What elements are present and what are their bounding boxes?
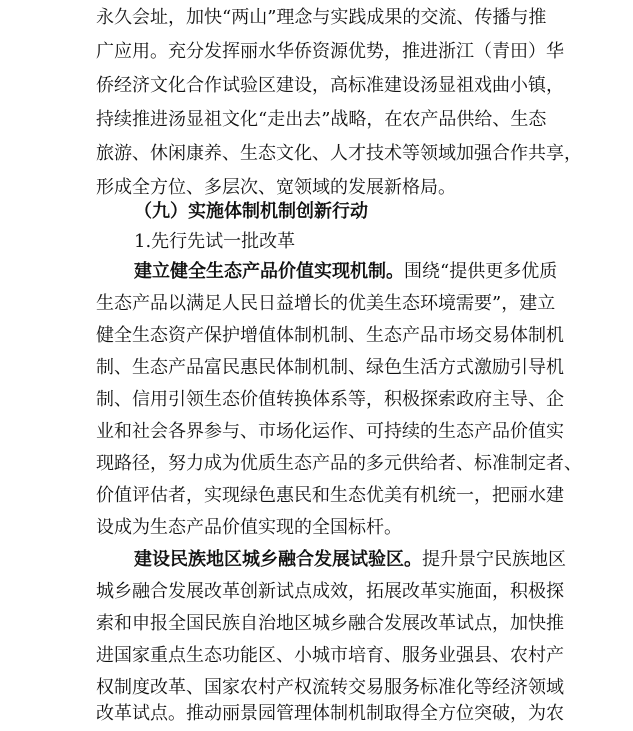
body-text-line: 持续推进汤显祖文化“走出去”战略，在农产品供给、生态: [96, 109, 547, 130]
body-text-line: 索和申报全国民族自治地区城乡融合发展改革试点，加快推: [96, 613, 564, 634]
body-text-line: 业和社会各界参与、市场化运作、可持续的生态产品价值实: [96, 421, 564, 442]
body-text-line: 现路径，努力成为优质生态产品的多元供给者、标准制定者、: [96, 453, 582, 474]
body-text-line: 设成为生态产品价值实现的全国标杆。: [96, 517, 402, 538]
paragraph-first-line-rest: 围绕“提供更多优质: [404, 261, 558, 282]
body-text-line: 形成全方位、多层次、宽领域的发展新格局。: [96, 177, 456, 198]
body-text-line: 改革试点。推动丽景园管理体制机制取得全方位突破，为农: [96, 703, 564, 724]
body-text-line: 制、信用引领生态价值转换体系等，积极探索政府主导、企: [96, 389, 564, 410]
body-text-line: 健全生态资产保护增值体制机制、生态产品市场交易体制机: [96, 325, 564, 346]
body-text-line: 永久会址，加快“两山”理念与实践成果的交流、传播与推: [96, 7, 547, 28]
body-text-line: 权制度改革、国家农村产权流转交易服务标准化等经济领域: [96, 677, 564, 698]
body-text-line: 制、生态产品富民惠民体制机制、绿色生活方式激励引导机: [96, 357, 564, 378]
body-text-line: 侨经济文化合作试验区建设，高标准建设汤显祖戏曲小镇，: [96, 75, 564, 96]
paragraph-lead-phrase: 建设民族地区城乡融合发展试验区。: [134, 549, 422, 570]
section-heading: （九）实施体制机制创新行动: [134, 201, 368, 222]
body-text-line: 城乡融合发展改革创新试点成效，拓展改革实施面，积极探: [96, 581, 564, 602]
paragraph-first-line: [134, 255, 558, 289]
body-text-line: 生态产品以满足人民日益增长的优美生态环境需要”，建立: [96, 293, 556, 314]
paragraph-first-line: [134, 543, 566, 577]
body-text-line: 进国家重点生态功能区、小城市培育、服务业强县、农村产: [96, 645, 564, 666]
body-text-line: 价值评估者，实现绿色惠民和生态优美有机统一，把丽水建: [96, 485, 564, 506]
body-text-line: 广应用。充分发挥丽水华侨资源优势，推进浙江（青田）华: [96, 41, 564, 62]
paragraph-lead-phrase: 建立健全生态产品价值实现机制。: [134, 261, 404, 282]
body-text-line: 旅游、休闲康养、生态文化、人才技术等领域加强合作共享，: [96, 143, 582, 164]
subsection-heading: 1.先行先试一批改革: [134, 231, 296, 252]
paragraph-first-line-rest: 提升景宁民族地区: [422, 549, 566, 570]
